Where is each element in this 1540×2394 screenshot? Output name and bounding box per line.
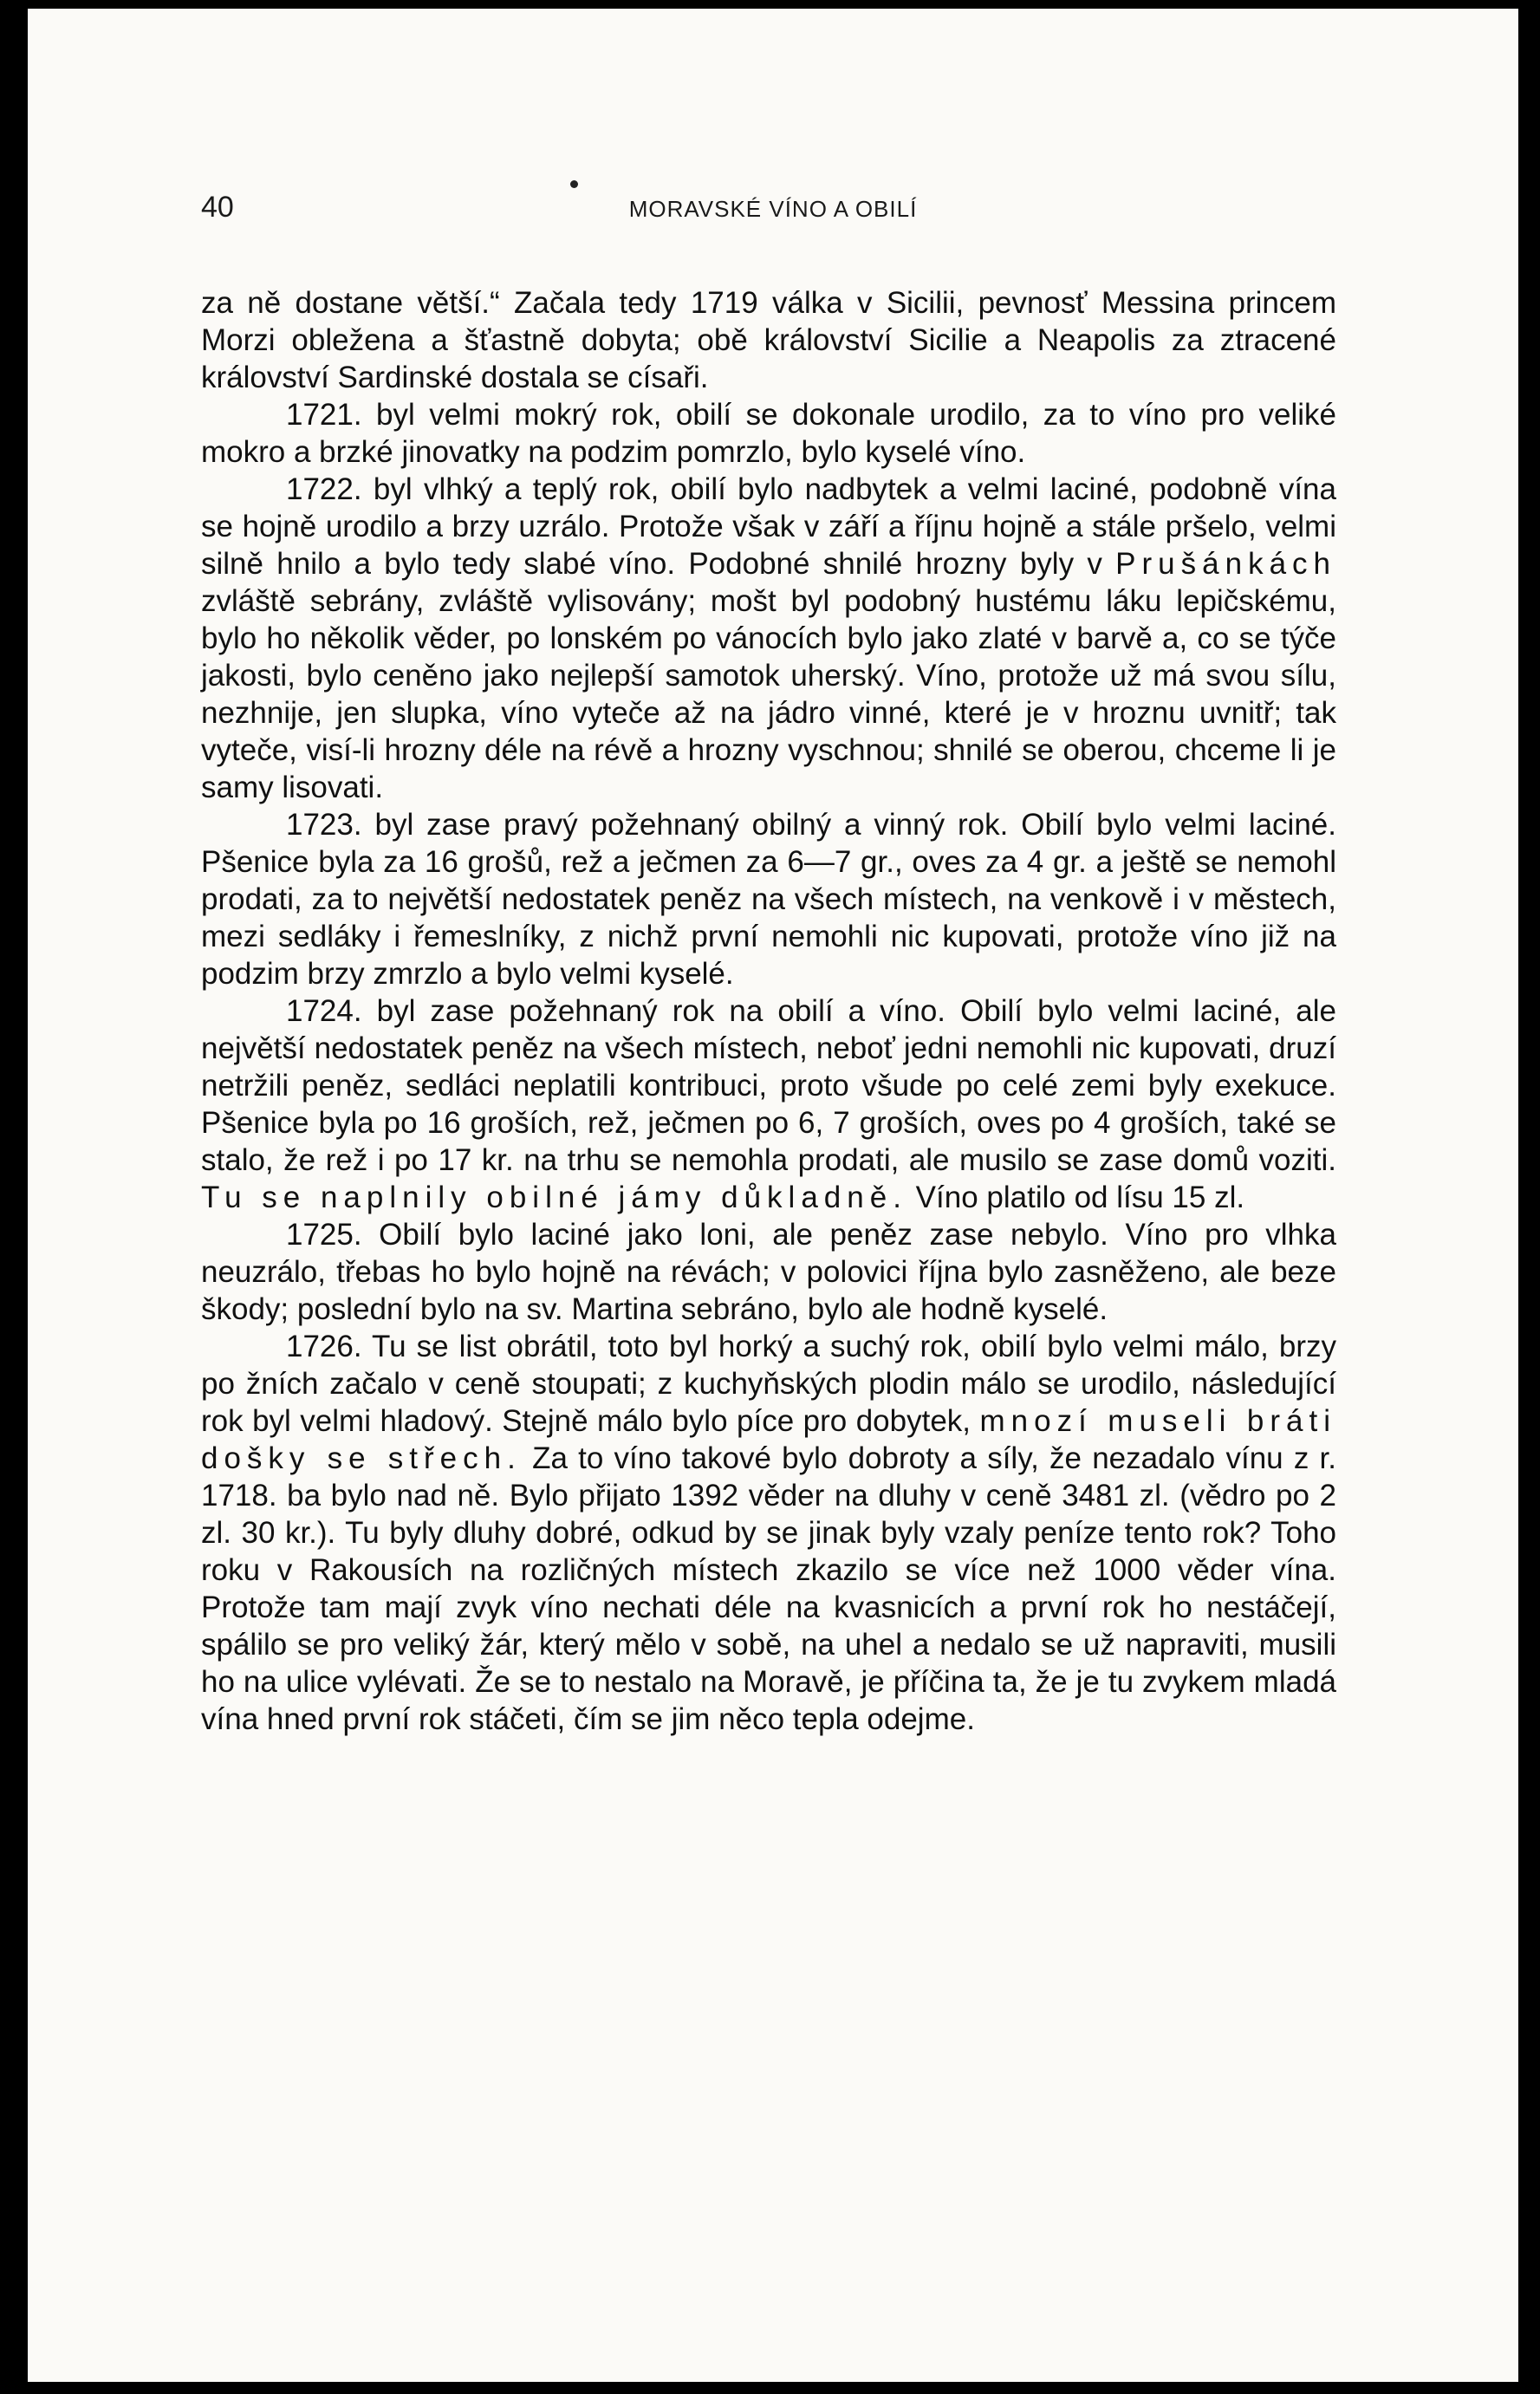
paragraph-1724-text-a: 1724. byl zase požehnaný rok na obilí a víno. Obilí bylo velmi laciné, ale největší nedostatek peněz na všech místech, neboť jedni nemohli nic kupovati, druzí netržili peněz, sedláci neplatili kontribuci, proto všude po celé zemi byly exekuce. Pšenice byla po 16 groších, rež, ječmen po 6, 7 groších, oves po 4 groších, také se stalo, že rež i po 17 kr. na trhu se nemohla prodati, ale musilo se zase domů voziti. <box>201 994 1336 1177</box>
paragraph-1722 <box>201 471 1336 806</box>
paragraph-1722-text-a: 1722. byl vlhký a teplý rok, obilí bylo nadbytek a velmi laciné, podobně vína se hojně urodilo a brzy uzrálo. Protože však v září a říjnu hojně a stále pršelo, velmi silně hnilo a bylo tedy slabé víno. Podobné shnilé hrozny byly v <box>201 472 1336 581</box>
paragraph-continuation: za ně dostane větší.“ Začala tedy 1719 válka v Sicilii, pevnosť Messina princem Morzi obležena a šťastně dobyta; obě království Sicilie a Neapolis za ztracené království Sardinské dostala se císaři. <box>201 286 1336 394</box>
spaced-emphasis-jamy: Tu se naplnily obilné jámy důkladně. <box>201 1181 907 1214</box>
ink-dot <box>570 180 578 188</box>
body-text <box>201 284 1336 1738</box>
book-page <box>28 9 1518 2382</box>
running-title: MORAVSKÉ VÍNO A OBILÍ <box>628 196 918 222</box>
page-header <box>201 191 1345 234</box>
paragraph-1724 <box>201 992 1336 1216</box>
paragraph-1724-text-c: Víno platilo od lísu 15 zl. <box>915 1181 1245 1214</box>
paragraph-1721: 1721. byl velmi mokrý rok, obilí se dokonale urodilo, za to víno pro veliké mokro a brzké jinovatky na podzim pomrzlo, bylo kyselé víno. <box>201 398 1336 469</box>
page-number: 40 <box>201 191 234 224</box>
paragraph-1722-text-c: zvláště sebrány, zvláště vylisovány; mošt byl podobný hustému láku lepičskému, bylo ho několik věder, po lonském po vánocích bylo jako zlaté v barvě a, co se týče jakosti, bylo ceněno jako nejlepší samotok uherský. Víno, protože už má svou sílu, nezhnije, jen slupka, víno vyteče až na jádro vinné, které je v hroznu uvnitř; tak vyteče, visí-li hrozny déle na révě a hrozny vyschnou; shnilé se oberou, chceme li je samy lisovati. <box>201 584 1336 804</box>
spaced-emphasis-dosky: mnozí museli bráti došky se střech. <box>201 1404 1336 1475</box>
paragraph-1726 <box>201 1328 1336 1738</box>
paragraph-1725: 1725. Obilí bylo laciné jako loni, ale peněz zase nebylo. Víno pro vlhka neuzrálo, třebas ho bylo hojně na révách; v polovici října bylo zasněženo, ale beze škody; poslední bylo na sv. Martina sebráno, bylo ale hodně kyselé. <box>201 1218 1336 1326</box>
paragraph-1726-text-c: Za to víno takové bylo dobroty a síly, že nezadalo vínu z r. 1718. ba bylo nad ně. Bylo přijato 1392 věder na dluhy v ceně 3481 zl. (vědro po 2 zl. 30 kr.). Tu byly dluhy dobré, odkud by se jinak byly vzaly peníze tento rok? Toho roku v Rakousích na rozličných místech zkazilo se více než 1000 věder vína. Protože tam mají zvyk víno nechati déle na kvasnicích a první rok ho nestáčejí, spálilo se pro veliký žár, který mělo v sobě, na uhel a nedalo se už napraviti, musili ho na ulice vylévati. Že se to nestalo na Moravě, je příčina ta, že je tu zvykem mladá vína hned první rok stáčeti, čím se jim něco tepla odejme. <box>201 1441 1336 1736</box>
paragraph-1723: 1723. byl zase pravý požehnaný obilný a vinný rok. Obilí bylo velmi laciné. Pšenice byla za 16 grošů, rež a ječmen za 6—7 gr., oves za 4 gr. a ještě se nemohl prodati, za to největší nedostatek peněz na všech místech, na venkově i v městech, mezi sedláky i řemeslníky, z nichž první nemohli nic kupovati, protože víno již na podzim brzy zmrzlo a bylo velmi kyselé. <box>201 808 1336 991</box>
paragraph-1726-text-a: 1726. Tu se list obrátil, toto byl horký a suchý rok, obilí bylo velmi málo, brzy po žních začalo v ceně stoupati; z kuchyňských plodin málo se urodilo, následující rok byl velmi hladový. Stejně málo bylo píce pro dobytek, <box>201 1330 1336 1438</box>
spaced-emphasis-prusanky: Prušánkách <box>1115 547 1336 581</box>
